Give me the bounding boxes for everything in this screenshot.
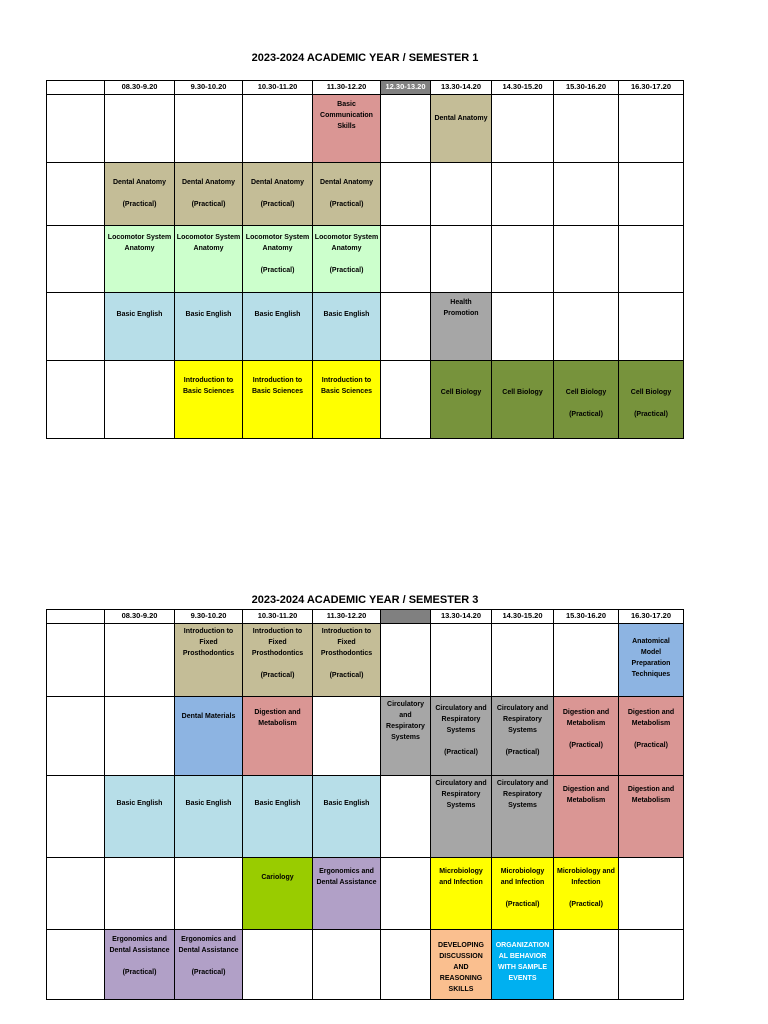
- empty-cell: [46, 225, 105, 293]
- course-cell: [242, 360, 313, 439]
- empty-cell: [430, 623, 492, 697]
- course-name-line: Locomotor System: [245, 234, 310, 241]
- course-name-line: Anatomy: [193, 245, 224, 252]
- time-slot-header: 11.30-12.20: [312, 609, 381, 624]
- course-cell: [242, 623, 313, 697]
- course-practical-label: (Practical): [122, 201, 157, 208]
- course-cell: [553, 360, 619, 439]
- course-name-line: ORGANIZATION: [495, 942, 550, 949]
- course-practical-label: (Practical): [505, 749, 540, 756]
- course-practical-label: (Practical): [329, 672, 364, 679]
- course-name-line: Systems: [446, 802, 476, 809]
- empty-cell: [618, 225, 684, 293]
- course-name-line: Fixed: [337, 639, 356, 646]
- empty-cell: [104, 94, 175, 163]
- empty-cell: [104, 857, 175, 930]
- course-name-line: Cariology: [261, 874, 294, 881]
- course-name-line: Techniques: [631, 671, 671, 678]
- course-cell: [312, 360, 381, 439]
- course-name-line: Circulatory and: [496, 780, 549, 787]
- course-name-line: Locomotor System: [107, 234, 172, 241]
- course-name-line: SKILLS: [448, 986, 474, 993]
- course-name-line: Introduction to: [252, 628, 303, 635]
- course-practical-label: (Practical): [569, 742, 603, 749]
- course-name-line: Circulatory and: [435, 780, 487, 787]
- course-name-line: Dental Assistance: [109, 947, 170, 954]
- course-cell: [174, 775, 243, 858]
- course-name-line: Dental Anatomy: [319, 179, 374, 186]
- course-name-line: Basic English: [323, 800, 370, 807]
- course-name-line: Fixed: [268, 639, 287, 646]
- course-name-line: Respiratory: [503, 716, 542, 723]
- course-practical-label: (Practical): [329, 267, 364, 274]
- course-name-line: Introduction to: [321, 628, 372, 635]
- course-name-line: Respiratory: [503, 791, 542, 798]
- course-name-line: Anatomy: [331, 245, 362, 252]
- course-name-line: Metabolism: [566, 797, 606, 804]
- course-cell: [430, 696, 492, 776]
- empty-cell: [46, 162, 105, 226]
- time-slot-header: 13.30-14.20: [430, 609, 492, 624]
- empty-cell: [491, 623, 554, 697]
- course-cell: [104, 775, 175, 858]
- course-name-line: and: [399, 712, 412, 719]
- course-practical-label: (Practical): [634, 411, 668, 418]
- course-name-line: [555, 888, 617, 899]
- course-name-line: Cell Biology: [630, 389, 672, 396]
- empty-cell: [46, 775, 105, 858]
- course-name-line: Metabolism: [631, 720, 671, 727]
- course-name-line: Cell Biology: [502, 389, 543, 396]
- time-slot-header: 10.30-11.20: [242, 80, 313, 95]
- course-name-line: Cell Biology: [440, 389, 482, 396]
- day-header-cell: [46, 80, 105, 95]
- time-slot-header: [380, 609, 431, 624]
- empty-cell: [104, 360, 175, 439]
- course-name-line: WITH SAMPLE: [498, 964, 547, 971]
- course-name-line: Basic Sciences: [252, 388, 303, 395]
- course-name-line: [176, 956, 241, 967]
- course-practical-label: (Practical): [505, 901, 540, 908]
- empty-cell: [491, 292, 554, 361]
- course-name-line: Basic English: [185, 800, 232, 807]
- course-name-line: Basic English: [254, 311, 301, 318]
- course-name-line: [620, 729, 682, 740]
- course-practical-label: (Practical): [260, 672, 295, 679]
- course-cell: [430, 292, 492, 361]
- course-cell: [491, 929, 554, 1000]
- course-name-line: Metabolism: [566, 720, 606, 727]
- course-name-line: Microbiology: [500, 868, 545, 875]
- empty-cell: [380, 225, 431, 293]
- course-name-line: Anatomical: [632, 638, 670, 645]
- empty-cell: [618, 94, 684, 163]
- course-name-line: [432, 736, 490, 747]
- course-cell: [491, 857, 554, 930]
- course-name-line: AL BEHAVIOR: [498, 953, 547, 960]
- course-cell: [312, 857, 381, 930]
- course-cell: [242, 696, 313, 776]
- course-name-line: Digestion and: [562, 709, 610, 716]
- empty-cell: [491, 162, 554, 226]
- course-practical-label: (Practical): [569, 901, 603, 908]
- course-name-line: Dental Anatomy: [250, 179, 305, 186]
- empty-cell: [46, 623, 105, 697]
- empty-cell: [104, 696, 175, 776]
- course-name-line: Microbiology: [439, 868, 483, 875]
- course-name-line: Ergonomics and: [112, 936, 167, 943]
- semester-1-title: 2023-2024 ACADEMIC YEAR / SEMESTER 1: [251, 52, 479, 64]
- empty-cell: [618, 929, 684, 1000]
- time-slot-header: 14.30-15.20: [491, 80, 554, 95]
- time-slot-header: 11.30-12.20: [312, 80, 381, 95]
- course-name-line: Basic English: [116, 800, 163, 807]
- day-header-cell: [46, 609, 105, 624]
- course-cell: [380, 696, 431, 776]
- course-name-line: Skills: [337, 123, 356, 130]
- semester-3-title: 2023-2024 ACADEMIC YEAR / SEMESTER 3: [251, 594, 479, 606]
- course-practical-label: (Practical): [191, 969, 226, 976]
- course-cell: [618, 696, 684, 776]
- course-name-line: Communication: [320, 112, 373, 119]
- course-cell: [430, 857, 492, 930]
- empty-cell: [46, 857, 105, 930]
- course-name-line: Prosthodontics: [182, 650, 235, 657]
- course-name-line: [244, 659, 311, 670]
- course-name-line: Promotion: [443, 310, 479, 317]
- course-name-line: Introduction to: [183, 377, 234, 384]
- course-name-line: Circulatory: [387, 701, 424, 708]
- course-name-line: [244, 254, 311, 265]
- course-cell: [174, 225, 243, 293]
- course-name-line: [314, 254, 379, 265]
- course-name-line: Dental Assistance: [178, 947, 239, 954]
- course-cell: [618, 360, 684, 439]
- time-slot-header: 9.30-10.20: [174, 609, 243, 624]
- course-cell: [618, 623, 684, 697]
- time-slot-header: 15.30-16.20: [553, 609, 619, 624]
- semester-1-timetable: [46, 80, 683, 438]
- course-name-line: Preparation: [631, 660, 671, 667]
- course-name-line: Dental Assistance: [316, 879, 377, 886]
- course-name-line: Introduction to: [183, 628, 234, 635]
- course-name-line: Digestion and: [562, 786, 610, 793]
- course-name-line: Prosthodontics: [251, 650, 304, 657]
- course-name-line: [314, 659, 379, 670]
- course-name-line: Introduction to: [321, 377, 372, 384]
- course-cell: [242, 775, 313, 858]
- empty-cell: [174, 857, 243, 930]
- empty-cell: [380, 94, 431, 163]
- course-name-line: AND REASONING: [439, 964, 483, 982]
- course-name-line: Model: [640, 649, 662, 656]
- course-cell: [430, 929, 492, 1000]
- course-name-line: and Infection: [439, 879, 483, 886]
- course-name-line: Basic English: [254, 800, 301, 807]
- time-slot-header: 13.30-14.20: [430, 80, 492, 95]
- course-name-line: Basic English: [323, 311, 370, 318]
- course-practical-label: (Practical): [444, 749, 478, 756]
- course-cell: [104, 225, 175, 293]
- course-name-line: [106, 188, 173, 199]
- empty-cell: [618, 162, 684, 226]
- course-name-line: Locomotor System: [314, 234, 379, 241]
- course-name-line: Basic English: [116, 311, 163, 318]
- empty-cell: [380, 360, 431, 439]
- time-slot-header: 14.30-15.20: [491, 609, 554, 624]
- course-cell: [430, 775, 492, 858]
- course-cell: [491, 360, 554, 439]
- course-name-line: Microbiology and: [557, 868, 615, 875]
- empty-cell: [312, 696, 381, 776]
- time-slot-header: 08.30-9.20: [104, 80, 175, 95]
- course-practical-label: (Practical): [260, 267, 295, 274]
- course-name-line: and Infection: [500, 879, 545, 886]
- empty-cell: [46, 360, 105, 439]
- course-name-line: Systems: [446, 727, 476, 734]
- course-name-line: Circulatory and: [496, 705, 549, 712]
- course-name-line: Digestion and: [627, 709, 675, 716]
- course-name-line: Systems: [508, 802, 537, 809]
- empty-cell: [553, 292, 619, 361]
- course-name-line: Basic: [337, 101, 356, 108]
- course-name-line: DISCUSSION: [439, 953, 483, 960]
- course-cell: [104, 162, 175, 226]
- course-cell: [312, 162, 381, 226]
- course-name-line: Health: [450, 299, 472, 306]
- course-cell: [312, 292, 381, 361]
- course-cell: [491, 696, 554, 776]
- empty-cell: [553, 929, 619, 1000]
- course-name-line: Systems: [508, 727, 537, 734]
- course-cell: [430, 360, 492, 439]
- course-name-line: Introduction to: [252, 377, 303, 384]
- empty-cell: [553, 623, 619, 697]
- course-name-line: Metabolism: [631, 797, 671, 804]
- course-name-line: [314, 188, 379, 199]
- empty-cell: [430, 225, 492, 293]
- course-cell: [174, 623, 243, 697]
- course-practical-label: (Practical): [569, 411, 603, 418]
- course-practical-label: (Practical): [260, 201, 295, 208]
- empty-cell: [380, 775, 431, 858]
- empty-cell: [553, 225, 619, 293]
- course-name-line: [244, 188, 311, 199]
- empty-cell: [430, 162, 492, 226]
- empty-cell: [491, 94, 554, 163]
- semester-3-timetable: [46, 609, 683, 999]
- empty-cell: [312, 929, 381, 1000]
- course-name-line: Dental Anatomy: [112, 179, 167, 186]
- course-cell: [312, 623, 381, 697]
- course-name-line: Digestion and: [254, 709, 301, 716]
- time-slot-header: 15.30-16.20: [553, 80, 619, 95]
- empty-cell: [380, 857, 431, 930]
- time-slot-header: 08.30-9.20: [104, 609, 175, 624]
- course-name-line: Respiratory: [386, 723, 425, 730]
- empty-cell: [491, 225, 554, 293]
- course-cell: [174, 162, 243, 226]
- course-name-line: [555, 398, 617, 409]
- empty-cell: [380, 929, 431, 1000]
- time-slot-header: 10.30-11.20: [242, 609, 313, 624]
- course-cell: [104, 292, 175, 361]
- course-name-line: Ergonomics and: [181, 936, 236, 943]
- empty-cell: [380, 162, 431, 226]
- course-name-line: Dental Materials: [181, 713, 236, 720]
- course-name-line: Basic Sciences: [321, 388, 372, 395]
- course-name-line: Cell Biology: [565, 389, 607, 396]
- course-name-line: Digestion and: [627, 786, 675, 793]
- time-slot-header: 12.30-13.20: [380, 80, 431, 95]
- course-name-line: Locomotor System: [176, 234, 241, 241]
- empty-cell: [104, 623, 175, 697]
- empty-cell: [380, 623, 431, 697]
- course-name-line: Anatomy: [124, 245, 155, 252]
- empty-cell: [46, 292, 105, 361]
- course-cell: [174, 360, 243, 439]
- course-cell: [242, 225, 313, 293]
- course-cell: [174, 696, 243, 776]
- course-cell: [242, 292, 313, 361]
- course-name-line: Respiratory: [441, 716, 481, 723]
- course-name-line: Dental Anatomy: [181, 179, 236, 186]
- course-name-line: Dental Anatomy: [434, 115, 488, 122]
- course-cell: [618, 775, 684, 858]
- course-name-line: Systems: [391, 734, 420, 741]
- empty-cell: [618, 857, 684, 930]
- course-cell: [553, 775, 619, 858]
- empty-cell: [380, 292, 431, 361]
- course-name-line: Metabolism: [258, 720, 297, 727]
- course-cell: [430, 94, 492, 163]
- course-name-line: Prosthodontics: [320, 650, 373, 657]
- course-name-line: DEVELOPING: [438, 942, 484, 949]
- course-cell: [312, 94, 381, 163]
- course-practical-label: (Practical): [191, 201, 226, 208]
- course-name-line: [493, 736, 552, 747]
- course-cell: [553, 857, 619, 930]
- course-cell: [242, 162, 313, 226]
- time-slot-header: 16.30-17.20: [618, 609, 684, 624]
- course-cell: [174, 929, 243, 1000]
- course-name-line: Basic Sciences: [183, 388, 234, 395]
- course-name-line: Infection: [571, 879, 601, 886]
- course-name-line: [106, 956, 173, 967]
- course-name-line: [176, 188, 241, 199]
- course-practical-label: (Practical): [634, 742, 668, 749]
- course-cell: [491, 775, 554, 858]
- empty-cell: [174, 94, 243, 163]
- time-slot-header: 9.30-10.20: [174, 80, 243, 95]
- empty-cell: [46, 929, 105, 1000]
- course-cell: [242, 857, 313, 930]
- course-cell: [174, 292, 243, 361]
- course-name-line: [555, 729, 617, 740]
- course-name-line: Basic English: [185, 311, 232, 318]
- course-name-line: Ergonomics and: [319, 868, 374, 875]
- course-name-line: Anatomy: [262, 245, 293, 252]
- course-name-line: [493, 888, 552, 899]
- empty-cell: [618, 292, 684, 361]
- course-name-line: EVENTS: [508, 975, 537, 982]
- course-cell: [312, 225, 381, 293]
- course-practical-label: (Practical): [329, 201, 364, 208]
- empty-cell: [553, 94, 619, 163]
- course-name-line: Respiratory: [441, 791, 481, 798]
- course-name-line: Fixed: [199, 639, 218, 646]
- course-cell: [312, 775, 381, 858]
- empty-cell: [242, 94, 313, 163]
- course-name-line: [620, 398, 682, 409]
- course-cell: [553, 696, 619, 776]
- course-practical-label: (Practical): [122, 969, 157, 976]
- empty-cell: [242, 929, 313, 1000]
- empty-cell: [46, 94, 105, 163]
- course-name-line: Circulatory and: [435, 705, 487, 712]
- time-slot-header: 16.30-17.20: [618, 80, 684, 95]
- course-cell: [104, 929, 175, 1000]
- empty-cell: [553, 162, 619, 226]
- empty-cell: [46, 696, 105, 776]
